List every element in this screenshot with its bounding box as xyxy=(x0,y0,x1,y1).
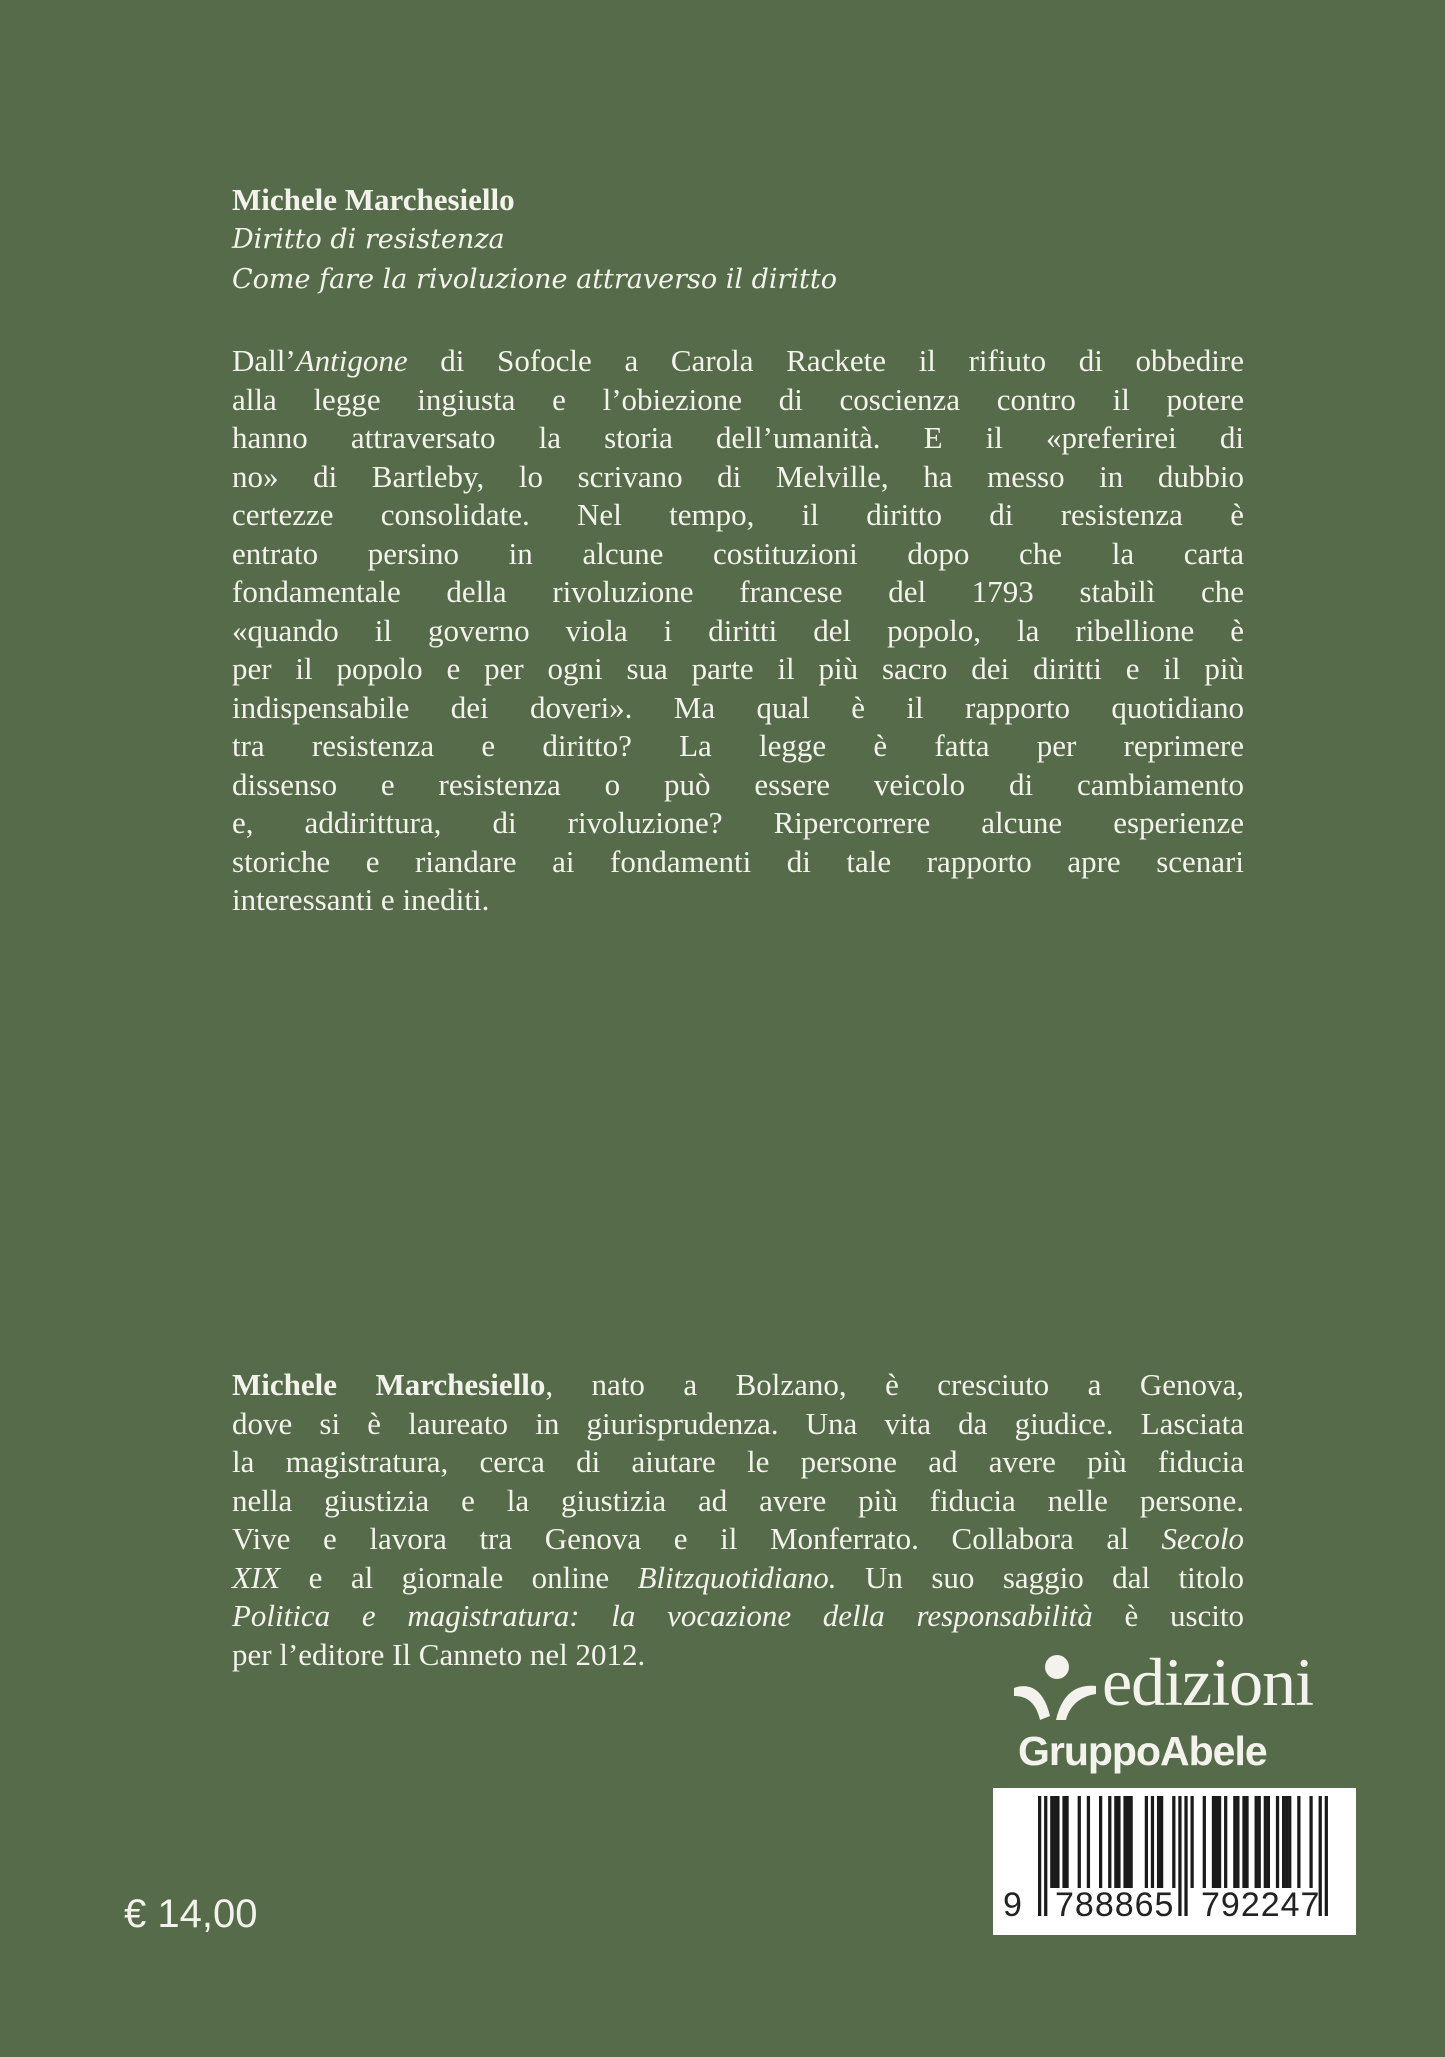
barcode-bar xyxy=(1151,1796,1154,1888)
publisher-name-edizioni: edizioni xyxy=(1102,1644,1314,1720)
barcode-bar xyxy=(1276,1796,1279,1888)
barcode-bar xyxy=(1245,1796,1248,1888)
barcode-bar xyxy=(1056,1796,1059,1888)
text-segment: Un suo saggio dal titolo xyxy=(836,1559,1244,1595)
barcode-bar xyxy=(1050,1796,1053,1888)
text-segment: dove si è laureato in giurisprudenza. Una vita da giudice. Lasciata xyxy=(232,1405,1244,1441)
barcode-bar xyxy=(1267,1796,1270,1888)
barcode-bar xyxy=(1215,1796,1218,1888)
text-line xyxy=(232,1597,1244,1636)
barcode-bar xyxy=(1184,1796,1187,1916)
barcode-bar xyxy=(1242,1796,1245,1888)
book-description xyxy=(232,342,1244,920)
text-line xyxy=(232,766,1244,805)
barcode-bar xyxy=(1233,1796,1236,1888)
text-segment: Antigone xyxy=(295,343,408,378)
text-segment: e al giornale online xyxy=(280,1559,638,1595)
barcode-bar xyxy=(1236,1796,1239,1888)
text-segment: per il popolo e per ogni sua parte il più sacro dei diritti e il più xyxy=(232,651,1244,686)
barcode-digits-right: 792247 xyxy=(1201,1886,1321,1924)
publisher-logo xyxy=(1010,1644,1350,1775)
barcode-bar xyxy=(1126,1796,1129,1888)
barcode-bar xyxy=(1078,1796,1081,1888)
barcode-bar xyxy=(1325,1796,1328,1916)
text-segment: Politica e magistratura: la vocazione della responsabilità xyxy=(232,1598,1093,1633)
barcode-bar xyxy=(1062,1796,1065,1888)
text-line xyxy=(232,1482,1244,1521)
text-segment: nella giustizia e la giustizia ad avere più fiducia nelle persone. xyxy=(232,1482,1244,1518)
book-header xyxy=(232,180,837,300)
barcode-bar xyxy=(1157,1796,1160,1888)
barcode-bar xyxy=(1255,1796,1258,1888)
text-line xyxy=(232,689,1244,728)
barcode-bar xyxy=(1123,1796,1126,1888)
text-segment: , nato a Bolzano, è cresciuto a Genova, xyxy=(545,1367,1244,1402)
text-segment: entrato persino in alcune costituzioni dopo che la carta xyxy=(232,535,1244,571)
barcode-bar xyxy=(1044,1796,1047,1916)
text-segment: XIX xyxy=(232,1559,281,1595)
text-line xyxy=(232,881,1244,920)
text-segment: dissenso e resistenza o può essere veicolo di cambiamento xyxy=(232,766,1244,802)
barcode-bar xyxy=(1191,1796,1194,1888)
text-line xyxy=(232,1520,1244,1559)
barcode-bar xyxy=(1218,1796,1221,1888)
text-segment: Blitzquotidiano. xyxy=(637,1559,837,1595)
barcode-bar xyxy=(1172,1796,1175,1888)
text-segment: Secolo xyxy=(1161,1521,1244,1556)
text-line xyxy=(232,727,1244,766)
text-line xyxy=(232,573,1244,612)
publisher-figure-icon xyxy=(1010,1650,1100,1730)
text-line xyxy=(232,342,1244,381)
barcode-bar xyxy=(1099,1796,1102,1888)
barcode-bar xyxy=(1087,1796,1090,1888)
text-segment: tra resistenza e diritto? La legge è fatta per reprimere xyxy=(232,728,1244,763)
barcode-bar xyxy=(1108,1796,1111,1888)
isbn-barcode xyxy=(993,1788,1356,1935)
book-subtitle: Come fare la rivoluzione attraverso il diritto xyxy=(232,264,837,295)
barcode-bar xyxy=(1264,1796,1267,1888)
barcode-bar xyxy=(1224,1796,1227,1888)
text-segment: «quando il governo viola i diritti del popolo, la ribellione è xyxy=(232,612,1244,648)
text-line xyxy=(232,1559,1244,1598)
barcode-bar xyxy=(1203,1796,1206,1888)
barcode-digits-left: 788865 xyxy=(1055,1886,1175,1924)
text-segment: hanno attraversato la storia dell’umanità. E il «preferirei di xyxy=(232,420,1244,455)
text-line xyxy=(232,1366,1244,1405)
text-line xyxy=(232,612,1244,651)
barcode-bar xyxy=(1145,1796,1148,1888)
text-segment: e, addirittura, di rivoluzione? Ripercorrere alcune esperienze xyxy=(232,805,1244,840)
text-line xyxy=(232,458,1244,497)
text-segment: fondamentale della rivoluzione francese del 1793 stabilì che xyxy=(232,574,1244,609)
barcode-bar xyxy=(1212,1796,1215,1888)
text-segment: storiche e riandare ai fondamenti di tale rapporto apre scenari xyxy=(232,843,1244,879)
text-line xyxy=(232,650,1244,689)
text-line xyxy=(232,381,1244,420)
barcode-bar xyxy=(1053,1796,1056,1888)
text-line xyxy=(232,496,1244,535)
text-segment: certezze consolidate. Nel tempo, il diritto di resistenza è xyxy=(232,497,1244,532)
barcode-bar xyxy=(1309,1796,1312,1888)
barcode-bar xyxy=(1038,1796,1041,1916)
text-segment: per l’editore Il Canneto nel 2012. xyxy=(232,1636,646,1672)
book-title: Diritto di resistenza xyxy=(232,224,505,255)
text-line xyxy=(232,843,1244,882)
text-segment: indispensabile dei doveri». Ma qual è il rapporto quotidiano xyxy=(232,689,1244,725)
text-segment: no» di Bartleby, lo scrivano di Melville, ha messo in dubbio xyxy=(232,458,1244,494)
publisher-name-gruppoabele: GruppoAbele xyxy=(1018,1728,1267,1774)
author-name: Michele Marchesiello xyxy=(232,182,515,217)
text-segment: è uscito xyxy=(1092,1598,1245,1633)
text-line xyxy=(232,535,1244,574)
price: € 14,00 xyxy=(124,1892,258,1936)
barcode-bar xyxy=(1282,1796,1285,1888)
barcode-bar xyxy=(1297,1796,1300,1888)
barcode-bar xyxy=(1288,1796,1291,1888)
text-segment: Vive e lavora tra Genova e il Monferrato. Collabora al xyxy=(232,1521,1162,1556)
text-segment: interessanti e inediti. xyxy=(232,882,490,917)
barcode-bar xyxy=(1258,1796,1261,1888)
text-segment: alla legge ingiusta e l’obiezione di coscienza contro il potere xyxy=(232,381,1244,417)
text-segment: la magistratura, cerca di aiutare le persone ad avere più fiducia xyxy=(232,1444,1244,1479)
text-segment: Michele Marchesiello xyxy=(232,1367,546,1402)
barcode-bar xyxy=(1160,1796,1163,1888)
barcode-bar xyxy=(1178,1796,1181,1916)
barcode-bar xyxy=(1130,1796,1133,1888)
barcode-bar xyxy=(1114,1796,1117,1888)
barcode-bar xyxy=(1285,1796,1288,1888)
text-line xyxy=(232,1443,1244,1482)
barcode-digit-first: 9 xyxy=(1003,1886,1023,1924)
barcode-bar xyxy=(1117,1796,1120,1888)
text-line xyxy=(232,804,1244,843)
barcode-bar xyxy=(1065,1796,1068,1888)
text-segment: di Sofocle a Carola Rackete il rifiuto di obbedire xyxy=(407,343,1244,378)
text-segment: Dall’ xyxy=(232,343,296,378)
text-line xyxy=(232,1405,1244,1444)
author-bio xyxy=(232,1366,1244,1674)
text-line xyxy=(232,419,1244,458)
